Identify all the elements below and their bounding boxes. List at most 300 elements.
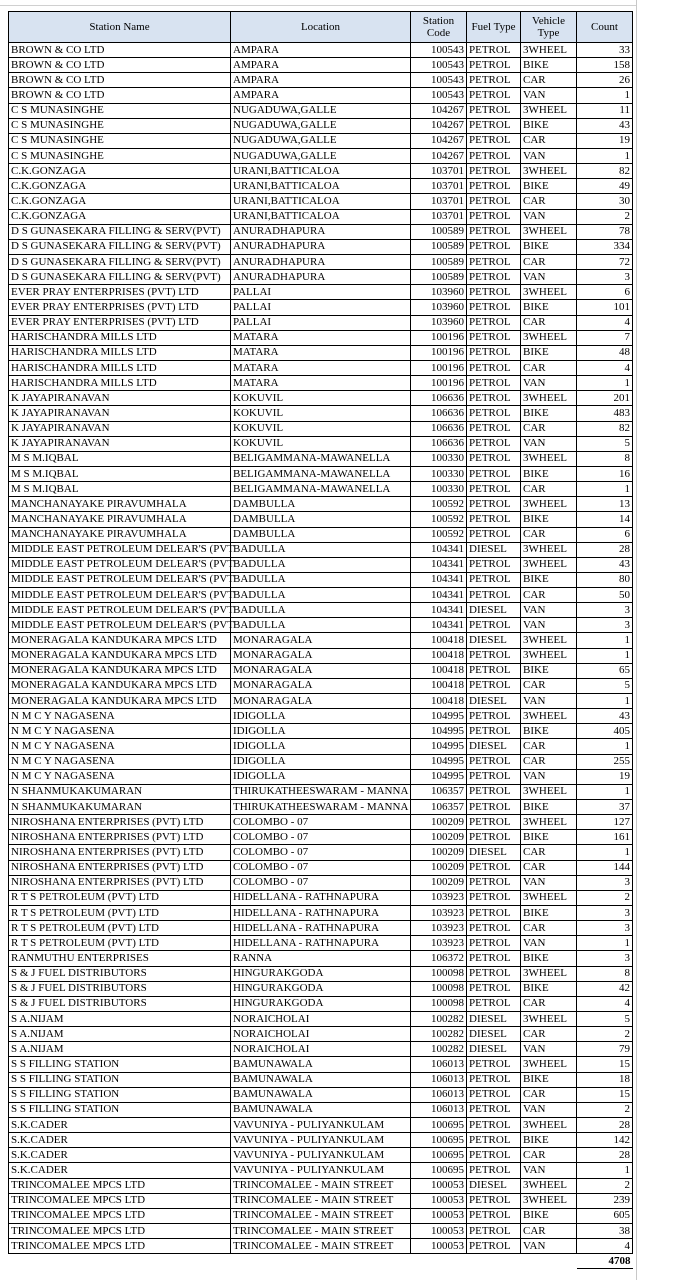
fuel-type-cell[interactable]: PETROL (467, 436, 521, 451)
station-name-cell[interactable]: MONERAGALA KANDUKARA MPCS LTD (9, 663, 231, 678)
vehicle-type-cell[interactable]: BIKE (521, 951, 577, 966)
location-cell[interactable]: AMPARA (231, 88, 411, 103)
location-cell[interactable]: DAMBULLA (231, 527, 411, 542)
vehicle-type-cell[interactable]: 3WHEEL (521, 1057, 577, 1072)
fuel-type-cell[interactable]: PETROL (467, 754, 521, 769)
fuel-type-cell[interactable]: PETROL (467, 557, 521, 572)
fuel-type-cell[interactable]: DIESEL (467, 1042, 521, 1057)
vehicle-type-cell[interactable]: VAN (521, 1042, 577, 1057)
station-name-cell[interactable]: TRINCOMALEE MPCS LTD (9, 1193, 231, 1208)
station-code-cell[interactable]: 103923 (411, 921, 467, 936)
vehicle-type-cell[interactable]: BIKE (521, 466, 577, 481)
station-code-cell[interactable]: 104341 (411, 618, 467, 633)
station-name-cell[interactable]: R T S PETROLEUM (PVT) LTD (9, 936, 231, 951)
location-cell[interactable]: HINGURAKGODA (231, 966, 411, 981)
vehicle-type-cell[interactable]: CAR (521, 678, 577, 693)
location-cell[interactable]: MATARA (231, 376, 411, 391)
fuel-type-cell[interactable]: PETROL (467, 951, 521, 966)
location-cell[interactable]: BADULLA (231, 603, 411, 618)
vehicle-type-cell[interactable]: 3WHEEL (521, 391, 577, 406)
station-name-cell[interactable]: NIROSHANA ENTERPRISES (PVT) LTD (9, 815, 231, 830)
fuel-type-cell[interactable]: PETROL (467, 466, 521, 481)
station-code-cell[interactable]: 100592 (411, 512, 467, 527)
location-cell[interactable]: BADULLA (231, 542, 411, 557)
station-code-cell[interactable]: 104341 (411, 603, 467, 618)
location-cell[interactable]: URANI,BATTICALOA (231, 209, 411, 224)
station-code-cell[interactable]: 100543 (411, 43, 467, 58)
fuel-type-cell[interactable]: PETROL (467, 179, 521, 194)
vehicle-type-cell[interactable]: CAR (521, 588, 577, 603)
vehicle-type-cell[interactable]: CAR (521, 194, 577, 209)
station-name-cell[interactable]: S S FILLING STATION (9, 1072, 231, 1087)
vehicle-type-cell[interactable]: 3WHEEL (521, 709, 577, 724)
vehicle-type-cell[interactable]: CAR (521, 921, 577, 936)
location-cell[interactable]: URANI,BATTICALOA (231, 179, 411, 194)
location-cell[interactable]: NORAICHOLAI (231, 1042, 411, 1057)
count-cell[interactable]: 1 (577, 376, 633, 391)
station-code-cell[interactable]: 104995 (411, 754, 467, 769)
vehicle-type-cell[interactable]: 3WHEEL (521, 648, 577, 663)
station-name-cell[interactable]: S.K.CADER (9, 1133, 231, 1148)
location-cell[interactable]: BAMUNAWALA (231, 1057, 411, 1072)
vehicle-type-cell[interactable]: 3WHEEL (521, 1193, 577, 1208)
count-cell[interactable]: 2 (577, 1102, 633, 1117)
count-cell[interactable]: 26 (577, 73, 633, 88)
vehicle-type-cell[interactable]: BIKE (521, 724, 577, 739)
count-cell[interactable]: 38 (577, 1223, 633, 1238)
count-cell[interactable]: 37 (577, 800, 633, 815)
fuel-type-cell[interactable]: PETROL (467, 43, 521, 58)
fuel-type-cell[interactable]: DIESEL (467, 542, 521, 557)
station-name-cell[interactable]: K JAYAPIRANAVAN (9, 391, 231, 406)
vehicle-type-cell[interactable]: VAN (521, 148, 577, 163)
count-cell[interactable]: 4 (577, 360, 633, 375)
station-name-cell[interactable]: MANCHANAYAKE PIRAVUMHALA (9, 512, 231, 527)
vehicle-type-cell[interactable]: CAR (521, 254, 577, 269)
station-code-cell[interactable]: 104341 (411, 588, 467, 603)
station-code-cell[interactable]: 106357 (411, 784, 467, 799)
fuel-type-cell[interactable]: PETROL (467, 996, 521, 1011)
station-name-cell[interactable]: S & J FUEL DISTRIBUTORS (9, 966, 231, 981)
count-cell[interactable]: 3 (577, 618, 633, 633)
station-code-cell[interactable]: 100589 (411, 224, 467, 239)
count-cell[interactable]: 30 (577, 194, 633, 209)
location-cell[interactable]: MONARAGALA (231, 663, 411, 678)
count-cell[interactable]: 1 (577, 633, 633, 648)
location-cell[interactable]: ANURADHAPURA (231, 239, 411, 254)
fuel-type-cell[interactable]: PETROL (467, 73, 521, 88)
station-code-cell[interactable]: 100592 (411, 527, 467, 542)
station-name-cell[interactable]: MANCHANAYAKE PIRAVUMHALA (9, 497, 231, 512)
fuel-type-cell[interactable]: PETROL (467, 800, 521, 815)
station-code-cell[interactable]: 100330 (411, 466, 467, 481)
location-cell[interactable]: KOKUVIL (231, 421, 411, 436)
station-code-cell[interactable]: 104341 (411, 572, 467, 587)
vehicle-type-cell[interactable]: BIKE (521, 179, 577, 194)
count-cell[interactable]: 1 (577, 88, 633, 103)
station-code-cell[interactable]: 100543 (411, 73, 467, 88)
vehicle-type-cell[interactable]: 3WHEEL (521, 1117, 577, 1132)
station-name-cell[interactable]: TRINCOMALEE MPCS LTD (9, 1223, 231, 1238)
station-name-cell[interactable]: BROWN & CO LTD (9, 43, 231, 58)
vehicle-type-cell[interactable]: CAR (521, 360, 577, 375)
station-code-cell[interactable]: 100098 (411, 966, 467, 981)
count-cell[interactable]: 3 (577, 921, 633, 936)
station-code-cell[interactable]: 100282 (411, 1042, 467, 1057)
station-code-cell[interactable]: 103960 (411, 300, 467, 315)
fuel-type-cell[interactable]: DIESEL (467, 1027, 521, 1042)
fuel-type-cell[interactable]: PETROL (467, 936, 521, 951)
station-code-cell[interactable]: 104267 (411, 148, 467, 163)
station-name-cell[interactable]: NIROSHANA ENTERPRISES (PVT) LTD (9, 875, 231, 890)
station-name-cell[interactable]: S.K.CADER (9, 1117, 231, 1132)
count-cell[interactable]: 79 (577, 1042, 633, 1057)
station-code-cell[interactable]: 103701 (411, 209, 467, 224)
count-cell[interactable]: 127 (577, 815, 633, 830)
vehicle-type-cell[interactable]: CAR (521, 1087, 577, 1102)
station-code-cell[interactable]: 100282 (411, 1027, 467, 1042)
count-cell[interactable]: 3 (577, 603, 633, 618)
location-cell[interactable]: BELIGAMMANA-MAWANELLA (231, 466, 411, 481)
station-name-cell[interactable]: D S GUNASEKARA FILLING & SERV(PVT) (9, 239, 231, 254)
station-name-cell[interactable]: MANCHANAYAKE PIRAVUMHALA (9, 527, 231, 542)
fuel-type-cell[interactable]: PETROL (467, 482, 521, 497)
location-cell[interactable]: THIRUKATHEESWARAM - MANNA (231, 784, 411, 799)
station-code-cell[interactable]: 100589 (411, 239, 467, 254)
location-cell[interactable]: HINGURAKGODA (231, 996, 411, 1011)
station-code-cell[interactable]: 106013 (411, 1057, 467, 1072)
count-cell[interactable]: 1 (577, 482, 633, 497)
header-location[interactable]: Location (231, 12, 411, 43)
count-cell[interactable]: 2 (577, 1178, 633, 1193)
station-name-cell[interactable]: HARISCHANDRA MILLS LTD (9, 345, 231, 360)
location-cell[interactable]: BADULLA (231, 588, 411, 603)
vehicle-type-cell[interactable]: CAR (521, 1223, 577, 1238)
location-cell[interactable]: PALLAI (231, 285, 411, 300)
vehicle-type-cell[interactable]: VAN (521, 618, 577, 633)
vehicle-type-cell[interactable]: CAR (521, 133, 577, 148)
station-name-cell[interactable]: C.K.GONZAGA (9, 179, 231, 194)
count-cell[interactable]: 15 (577, 1057, 633, 1072)
count-cell[interactable]: 1 (577, 648, 633, 663)
station-name-cell[interactable]: C S MUNASINGHE (9, 103, 231, 118)
station-code-cell[interactable]: 100695 (411, 1117, 467, 1132)
location-cell[interactable]: COLOMBO - 07 (231, 845, 411, 860)
count-cell[interactable]: 82 (577, 421, 633, 436)
fuel-type-cell[interactable]: PETROL (467, 875, 521, 890)
fuel-type-cell[interactable]: PETROL (467, 315, 521, 330)
location-cell[interactable]: BAMUNAWALA (231, 1087, 411, 1102)
count-cell[interactable]: 15 (577, 1087, 633, 1102)
vehicle-type-cell[interactable]: BIKE (521, 981, 577, 996)
station-name-cell[interactable]: N M C Y NAGASENA (9, 709, 231, 724)
count-cell[interactable]: 101 (577, 300, 633, 315)
station-name-cell[interactable]: R T S PETROLEUM (PVT) LTD (9, 906, 231, 921)
station-code-cell[interactable]: 104267 (411, 118, 467, 133)
location-cell[interactable]: DAMBULLA (231, 497, 411, 512)
fuel-type-cell[interactable]: PETROL (467, 239, 521, 254)
fuel-type-cell[interactable]: PETROL (467, 830, 521, 845)
vehicle-type-cell[interactable]: BIKE (521, 572, 577, 587)
location-cell[interactable]: AMPARA (231, 58, 411, 73)
station-name-cell[interactable]: D S GUNASEKARA FILLING & SERV(PVT) (9, 254, 231, 269)
vehicle-type-cell[interactable]: CAR (521, 421, 577, 436)
station-name-cell[interactable]: C.K.GONZAGA (9, 209, 231, 224)
count-cell[interactable]: 161 (577, 830, 633, 845)
location-cell[interactable]: BAMUNAWALA (231, 1102, 411, 1117)
count-cell[interactable]: 1 (577, 694, 633, 709)
vehicle-type-cell[interactable]: VAN (521, 436, 577, 451)
vehicle-type-cell[interactable]: VAN (521, 1102, 577, 1117)
count-cell[interactable]: 405 (577, 724, 633, 739)
station-name-cell[interactable]: D S GUNASEKARA FILLING & SERV(PVT) (9, 224, 231, 239)
station-code-cell[interactable]: 100592 (411, 497, 467, 512)
station-name-cell[interactable]: N M C Y NAGASENA (9, 754, 231, 769)
count-cell[interactable]: 3 (577, 875, 633, 890)
station-name-cell[interactable]: K JAYAPIRANAVAN (9, 421, 231, 436)
count-cell[interactable]: 80 (577, 572, 633, 587)
station-name-cell[interactable]: M S M.IQBAL (9, 466, 231, 481)
station-code-cell[interactable]: 100418 (411, 663, 467, 678)
station-name-cell[interactable]: C.K.GONZAGA (9, 164, 231, 179)
station-name-cell[interactable]: EVER PRAY ENTERPRISES (PVT) LTD (9, 300, 231, 315)
station-code-cell[interactable]: 106013 (411, 1102, 467, 1117)
fuel-type-cell[interactable]: PETROL (467, 58, 521, 73)
count-cell[interactable]: 4 (577, 1239, 633, 1254)
vehicle-type-cell[interactable]: BIKE (521, 663, 577, 678)
station-name-cell[interactable]: N M C Y NAGASENA (9, 739, 231, 754)
fuel-type-cell[interactable]: DIESEL (467, 1178, 521, 1193)
station-code-cell[interactable]: 100053 (411, 1239, 467, 1254)
count-cell[interactable]: 7 (577, 330, 633, 345)
station-name-cell[interactable]: MIDDLE EAST PETROLEUM DELEAR'S (PVT (9, 572, 231, 587)
header-count[interactable]: Count (577, 12, 633, 43)
location-cell[interactable]: IDIGOLLA (231, 769, 411, 784)
station-code-cell[interactable]: 100053 (411, 1223, 467, 1238)
count-cell[interactable]: 43 (577, 118, 633, 133)
station-code-cell[interactable]: 100418 (411, 633, 467, 648)
station-code-cell[interactable]: 100543 (411, 88, 467, 103)
station-code-cell[interactable]: 100418 (411, 648, 467, 663)
location-cell[interactable]: HIDELLANA - RATHNAPURA (231, 921, 411, 936)
location-cell[interactable]: TRINCOMALEE - MAIN STREET (231, 1239, 411, 1254)
fuel-type-cell[interactable]: PETROL (467, 527, 521, 542)
fuel-type-cell[interactable]: PETROL (467, 148, 521, 163)
station-name-cell[interactable]: MIDDLE EAST PETROLEUM DELEAR'S (PVT (9, 542, 231, 557)
station-code-cell[interactable]: 106636 (411, 406, 467, 421)
vehicle-type-cell[interactable]: 3WHEEL (521, 451, 577, 466)
count-cell[interactable]: 142 (577, 1133, 633, 1148)
count-cell[interactable]: 605 (577, 1208, 633, 1223)
count-cell[interactable]: 65 (577, 663, 633, 678)
station-name-cell[interactable]: S.K.CADER (9, 1163, 231, 1178)
count-cell[interactable]: 82 (577, 164, 633, 179)
location-cell[interactable]: IDIGOLLA (231, 709, 411, 724)
location-cell[interactable]: NUGADUWA,GALLE (231, 133, 411, 148)
station-name-cell[interactable]: D S GUNASEKARA FILLING & SERV(PVT) (9, 270, 231, 285)
station-name-cell[interactable]: TRINCOMALEE MPCS LTD (9, 1208, 231, 1223)
fuel-type-cell[interactable]: PETROL (467, 1148, 521, 1163)
station-code-cell[interactable]: 100053 (411, 1178, 467, 1193)
header-station-name[interactable]: Station Name (9, 12, 231, 43)
count-cell[interactable]: 5 (577, 436, 633, 451)
fuel-type-cell[interactable]: PETROL (467, 1239, 521, 1254)
station-name-cell[interactable]: N M C Y NAGASENA (9, 724, 231, 739)
fuel-type-cell[interactable]: PETROL (467, 1208, 521, 1223)
fuel-type-cell[interactable]: PETROL (467, 270, 521, 285)
station-code-cell[interactable]: 103701 (411, 194, 467, 209)
station-name-cell[interactable]: MONERAGALA KANDUKARA MPCS LTD (9, 694, 231, 709)
station-name-cell[interactable]: MIDDLE EAST PETROLEUM DELEAR'S (PVT (9, 603, 231, 618)
station-code-cell[interactable]: 103701 (411, 164, 467, 179)
location-cell[interactable]: PALLAI (231, 300, 411, 315)
station-code-cell[interactable]: 100589 (411, 254, 467, 269)
fuel-type-cell[interactable]: PETROL (467, 966, 521, 981)
station-name-cell[interactable]: C S MUNASINGHE (9, 133, 231, 148)
location-cell[interactable]: MONARAGALA (231, 648, 411, 663)
fuel-type-cell[interactable]: PETROL (467, 906, 521, 921)
count-cell[interactable]: 8 (577, 451, 633, 466)
fuel-type-cell[interactable]: PETROL (467, 391, 521, 406)
station-code-cell[interactable]: 100209 (411, 875, 467, 890)
location-cell[interactable]: HIDELLANA - RATHNAPURA (231, 906, 411, 921)
station-name-cell[interactable]: HARISCHANDRA MILLS LTD (9, 376, 231, 391)
station-name-cell[interactable]: M S M.IQBAL (9, 482, 231, 497)
vehicle-type-cell[interactable]: 3WHEEL (521, 330, 577, 345)
count-cell[interactable]: 28 (577, 542, 633, 557)
vehicle-type-cell[interactable]: BIKE (521, 58, 577, 73)
station-code-cell[interactable]: 103701 (411, 179, 467, 194)
station-name-cell[interactable]: M S M.IQBAL (9, 451, 231, 466)
station-code-cell[interactable]: 103923 (411, 906, 467, 921)
count-cell[interactable]: 6 (577, 527, 633, 542)
station-name-cell[interactable]: EVER PRAY ENTERPRISES (PVT) LTD (9, 285, 231, 300)
count-cell[interactable]: 3 (577, 270, 633, 285)
fuel-type-cell[interactable]: PETROL (467, 1057, 521, 1072)
vehicle-type-cell[interactable]: VAN (521, 1163, 577, 1178)
station-code-cell[interactable]: 104341 (411, 557, 467, 572)
station-code-cell[interactable]: 100196 (411, 376, 467, 391)
count-cell[interactable]: 1 (577, 784, 633, 799)
station-code-cell[interactable]: 106636 (411, 421, 467, 436)
location-cell[interactable]: THIRUKATHEESWARAM - MANNA (231, 800, 411, 815)
station-code-cell[interactable]: 100209 (411, 845, 467, 860)
station-code-cell[interactable]: 100695 (411, 1133, 467, 1148)
count-cell[interactable]: 33 (577, 43, 633, 58)
location-cell[interactable]: COLOMBO - 07 (231, 860, 411, 875)
vehicle-type-cell[interactable]: VAN (521, 936, 577, 951)
station-code-cell[interactable]: 100543 (411, 58, 467, 73)
location-cell[interactable]: KOKUVIL (231, 406, 411, 421)
vehicle-type-cell[interactable]: CAR (521, 860, 577, 875)
count-cell[interactable]: 4 (577, 315, 633, 330)
count-cell[interactable]: 2 (577, 890, 633, 905)
station-code-cell[interactable]: 100589 (411, 270, 467, 285)
fuel-type-cell[interactable]: PETROL (467, 406, 521, 421)
station-code-cell[interactable]: 104341 (411, 542, 467, 557)
fuel-type-cell[interactable]: DIESEL (467, 739, 521, 754)
station-name-cell[interactable]: TRINCOMALEE MPCS LTD (9, 1239, 231, 1254)
station-code-cell[interactable]: 104995 (411, 739, 467, 754)
fuel-type-cell[interactable]: PETROL (467, 678, 521, 693)
location-cell[interactable]: MONARAGALA (231, 633, 411, 648)
location-cell[interactable]: NUGADUWA,GALLE (231, 118, 411, 133)
location-cell[interactable]: MATARA (231, 345, 411, 360)
fuel-type-cell[interactable]: PETROL (467, 921, 521, 936)
station-name-cell[interactable]: K JAYAPIRANAVAN (9, 406, 231, 421)
location-cell[interactable]: BAMUNAWALA (231, 1072, 411, 1087)
station-name-cell[interactable]: S S FILLING STATION (9, 1102, 231, 1117)
count-cell[interactable]: 3 (577, 906, 633, 921)
vehicle-type-cell[interactable]: VAN (521, 1239, 577, 1254)
location-cell[interactable]: IDIGOLLA (231, 754, 411, 769)
fuel-type-cell[interactable]: DIESEL (467, 694, 521, 709)
vehicle-type-cell[interactable]: BIKE (521, 345, 577, 360)
vehicle-type-cell[interactable]: BIKE (521, 512, 577, 527)
vehicle-type-cell[interactable]: 3WHEEL (521, 1012, 577, 1027)
count-cell[interactable]: 3 (577, 951, 633, 966)
vehicle-type-cell[interactable]: VAN (521, 769, 577, 784)
count-cell[interactable]: 1 (577, 739, 633, 754)
fuel-type-cell[interactable]: PETROL (467, 860, 521, 875)
count-cell[interactable]: 5 (577, 1012, 633, 1027)
location-cell[interactable]: TRINCOMALEE - MAIN STREET (231, 1178, 411, 1193)
station-code-cell[interactable]: 103923 (411, 890, 467, 905)
vehicle-type-cell[interactable]: BIKE (521, 830, 577, 845)
location-cell[interactable]: HINGURAKGODA (231, 981, 411, 996)
fuel-type-cell[interactable]: PETROL (467, 209, 521, 224)
location-cell[interactable]: AMPARA (231, 43, 411, 58)
location-cell[interactable]: COLOMBO - 07 (231, 875, 411, 890)
count-cell[interactable]: 13 (577, 497, 633, 512)
location-cell[interactable]: BADULLA (231, 557, 411, 572)
fuel-type-cell[interactable]: PETROL (467, 88, 521, 103)
fuel-type-cell[interactable]: PETROL (467, 194, 521, 209)
fuel-type-cell[interactable]: PETROL (467, 451, 521, 466)
location-cell[interactable]: RANNA (231, 951, 411, 966)
vehicle-type-cell[interactable]: BIKE (521, 300, 577, 315)
vehicle-type-cell[interactable]: VAN (521, 603, 577, 618)
station-code-cell[interactable]: 103923 (411, 936, 467, 951)
station-code-cell[interactable]: 100098 (411, 996, 467, 1011)
count-cell[interactable]: 1 (577, 148, 633, 163)
vehicle-type-cell[interactable]: 3WHEEL (521, 103, 577, 118)
count-cell[interactable]: 49 (577, 179, 633, 194)
fuel-type-cell[interactable]: PETROL (467, 572, 521, 587)
station-name-cell[interactable]: S A.NIJAM (9, 1012, 231, 1027)
vehicle-type-cell[interactable]: CAR (521, 482, 577, 497)
station-name-cell[interactable]: NIROSHANA ENTERPRISES (PVT) LTD (9, 860, 231, 875)
station-code-cell[interactable]: 106636 (411, 436, 467, 451)
station-name-cell[interactable]: MIDDLE EAST PETROLEUM DELEAR'S (PVT (9, 618, 231, 633)
count-cell[interactable]: 28 (577, 1117, 633, 1132)
count-cell[interactable]: 19 (577, 769, 633, 784)
location-cell[interactable]: VAVUNIYA - PULIYANKULAM (231, 1133, 411, 1148)
location-cell[interactable]: VAVUNIYA - PULIYANKULAM (231, 1117, 411, 1132)
station-code-cell[interactable]: 100196 (411, 345, 467, 360)
count-cell[interactable]: 1 (577, 1163, 633, 1178)
fuel-type-cell[interactable]: PETROL (467, 103, 521, 118)
station-name-cell[interactable]: MONERAGALA KANDUKARA MPCS LTD (9, 648, 231, 663)
fuel-type-cell[interactable]: PETROL (467, 224, 521, 239)
count-cell[interactable]: 18 (577, 1072, 633, 1087)
fuel-type-cell[interactable]: DIESEL (467, 633, 521, 648)
vehicle-type-cell[interactable]: VAN (521, 270, 577, 285)
fuel-type-cell[interactable]: PETROL (467, 1087, 521, 1102)
vehicle-type-cell[interactable]: 3WHEEL (521, 43, 577, 58)
fuel-type-cell[interactable]: PETROL (467, 1072, 521, 1087)
fuel-type-cell[interactable]: PETROL (467, 254, 521, 269)
